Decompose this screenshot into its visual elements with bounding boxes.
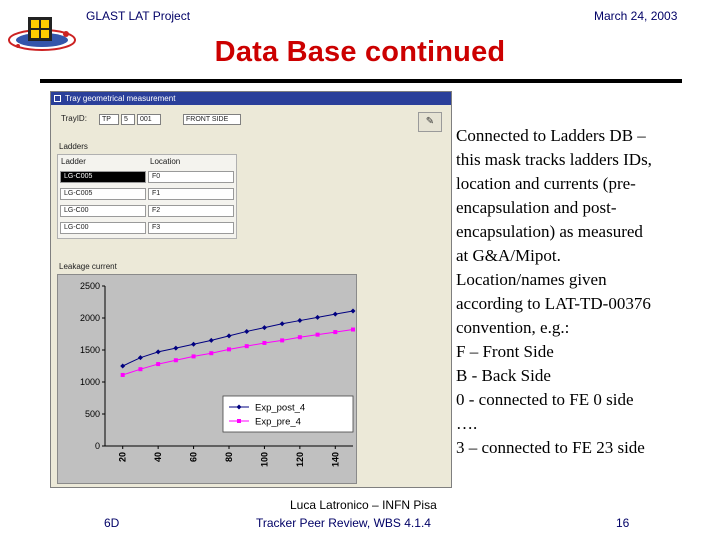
ladder-cell[interactable]: LG-C005 <box>60 188 146 200</box>
edit-tool-button[interactable] <box>418 112 442 132</box>
data-point <box>120 364 125 369</box>
data-point <box>227 347 231 351</box>
footer-author: Luca Latronico – INFN Pisa <box>290 498 437 512</box>
data-point <box>209 351 213 355</box>
description-text <box>456 124 716 460</box>
location-cell[interactable]: F0 <box>148 171 234 183</box>
presentation-date: March 24, 2003 <box>594 9 678 23</box>
y-tick-label: 500 <box>84 409 100 419</box>
data-point <box>121 373 125 377</box>
data-point <box>333 330 337 334</box>
slide-title: Data Base continued <box>214 36 506 68</box>
description-line: convention, e.g.: <box>456 318 570 337</box>
description-line: 3 – connected to FE 23 side <box>456 438 645 457</box>
ladders-section-label: Ladders <box>59 142 88 151</box>
legend-label: Exp_pre_4 <box>255 416 301 428</box>
window-menu-icon[interactable] <box>54 95 61 102</box>
y-tick-label: 1000 <box>79 377 100 387</box>
leakage-current-label: Leakage current <box>59 262 117 271</box>
y-tick-label: 0 <box>94 441 100 451</box>
data-point <box>138 367 142 371</box>
x-tick-label: 40 <box>153 452 164 463</box>
legend-marker <box>237 419 241 423</box>
y-tick-label: 2500 <box>79 281 100 291</box>
footer-page-number: 16 <box>616 516 630 530</box>
legend-label: Exp_post_4 <box>255 402 306 414</box>
data-point <box>209 338 214 343</box>
description-line: Connected to Ladders DB – <box>456 126 646 145</box>
tray-id-prefix-field[interactable]: TP <box>99 114 119 125</box>
x-tick-label: 120 <box>294 452 305 468</box>
leakage-current-chart <box>57 274 357 484</box>
tray-measurement-window <box>50 91 452 488</box>
data-point <box>262 341 266 345</box>
ladder-column-header: Ladder <box>61 157 86 166</box>
y-tick-label: 2000 <box>79 313 100 323</box>
data-point <box>280 338 284 342</box>
description-line: at G&A/Mipot. <box>456 246 561 265</box>
x-tick-label: 100 <box>259 452 270 468</box>
tray-id-number-field[interactable]: 5 <box>121 114 135 125</box>
data-point <box>191 342 196 347</box>
y-tick-label: 1500 <box>79 345 100 355</box>
footer-review: Tracker Peer Review, WBS 4.1.4 <box>256 516 431 530</box>
data-point <box>173 346 178 351</box>
data-point <box>351 328 355 332</box>
location-column-header: Location <box>150 157 181 166</box>
data-point <box>316 333 320 337</box>
data-point <box>333 312 338 317</box>
footer-slide-ref: 6D <box>104 516 120 530</box>
data-point <box>280 321 285 326</box>
data-point <box>351 308 356 313</box>
data-point <box>298 335 302 339</box>
description-line: 0 - connected to FE 0 side <box>456 390 634 409</box>
ladder-cell[interactable]: LG-C00 <box>60 205 146 217</box>
data-point <box>174 358 178 362</box>
window-title: Tray geometrical measurement <box>65 94 176 103</box>
project-name: GLAST LAT Project <box>86 9 191 23</box>
ladder-cell[interactable]: LG-C005 <box>60 171 146 183</box>
description-line: encapsulation) as measured <box>456 222 643 241</box>
tool-icon: ✎ <box>425 116 435 127</box>
side-field[interactable]: FRONT SIDE <box>183 114 241 125</box>
description-line: Location/names given <box>456 270 607 289</box>
data-point <box>156 362 160 366</box>
location-cell[interactable]: F1 <box>148 188 234 200</box>
ladder-cell[interactable]: LG-C00 <box>60 222 146 234</box>
data-point <box>138 355 143 360</box>
location-cell[interactable]: F2 <box>148 205 234 217</box>
series-line-Exp_post_4 <box>123 311 353 366</box>
description-line: location and currents (pre- <box>456 174 636 193</box>
tray-id-label: TrayID: <box>61 114 87 123</box>
tray-id-serial-field[interactable]: 001 <box>137 114 161 125</box>
description-line: …. <box>456 414 478 433</box>
data-point <box>297 318 302 323</box>
data-point <box>192 354 196 358</box>
description-line: according to LAT-TD-00376 <box>456 294 651 313</box>
data-point <box>315 315 320 320</box>
x-tick-label: 80 <box>224 452 234 463</box>
x-tick-label: 60 <box>188 452 199 463</box>
data-point <box>156 349 161 354</box>
description-line: F – Front Side <box>456 342 554 361</box>
data-point <box>245 344 249 348</box>
x-tick-label: 140 <box>330 452 341 468</box>
data-point <box>244 329 249 334</box>
description-line: encapsulation and post- <box>456 198 617 217</box>
location-cell[interactable]: F3 <box>148 222 234 234</box>
description-line: this mask tracks ladders IDs, <box>456 150 652 169</box>
ladders-table <box>57 154 237 239</box>
x-tick-label: 20 <box>117 452 128 463</box>
window-titlebar[interactable] <box>51 92 451 105</box>
title-divider <box>40 79 682 83</box>
description-line: B - Back Side <box>456 366 551 385</box>
data-point <box>262 325 267 330</box>
data-point <box>227 333 232 338</box>
